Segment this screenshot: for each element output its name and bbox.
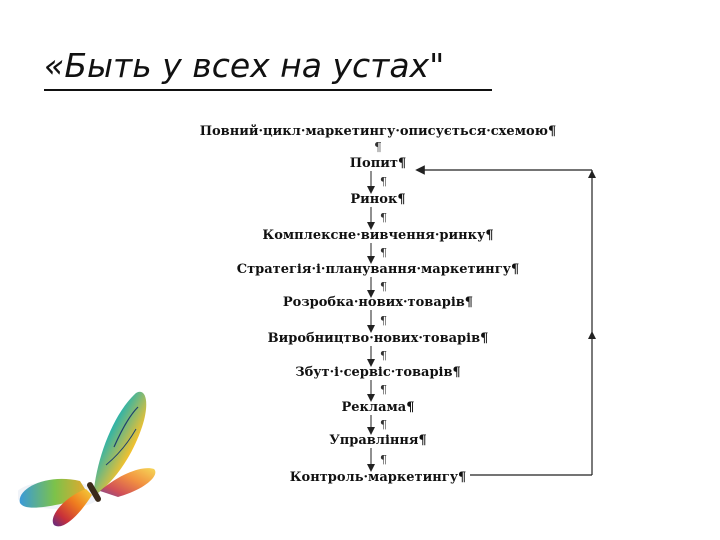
scheme-steps (237, 156, 520, 485)
step-product-development: Розробка·нових·товарів¶ (282, 295, 474, 310)
step-marketing-control: Контроль·маркетингу¶ (289, 470, 467, 485)
step-management: Управління¶ (329, 433, 427, 448)
butterfly-icon (18, 385, 168, 535)
pilcrow: ¶ (380, 349, 387, 362)
pilcrow: ¶ (380, 211, 387, 224)
step-market: Ринок¶ (350, 192, 406, 207)
pilcrow: ¶ (380, 280, 387, 293)
step-demand: Попит¶ (349, 156, 407, 171)
scheme-header: Повний·цикл·маркетингу·описується·схемою¶ (199, 124, 557, 139)
pilcrow: ¶ (380, 418, 387, 431)
pilcrow: ¶ (380, 453, 387, 466)
feedback-up-arrow-icon (588, 331, 596, 339)
feedback-loop (420, 170, 596, 475)
slide-title: «Быть у всех на устах" (44, 46, 445, 85)
pilcrow: ¶ (374, 140, 382, 154)
step-production: Виробництво·нових·товарів¶ (267, 331, 489, 346)
pilcrow: ¶ (380, 314, 387, 327)
step-strategy-planning: Стратегія·і·планування·маркетингу¶ (236, 262, 520, 277)
pilcrow-markers (380, 175, 387, 466)
pilcrow: ¶ (380, 246, 387, 259)
pilcrow: ¶ (380, 175, 387, 188)
step-advertising: Реклама¶ (341, 400, 415, 415)
step-sales-service: Збут·і·сервіс·товарів¶ (295, 365, 461, 380)
feedback-up-arrow-icon (588, 170, 596, 178)
pilcrow: ¶ (380, 383, 387, 396)
step-market-research: Комплексне·вивчення·ринку¶ (262, 228, 494, 243)
